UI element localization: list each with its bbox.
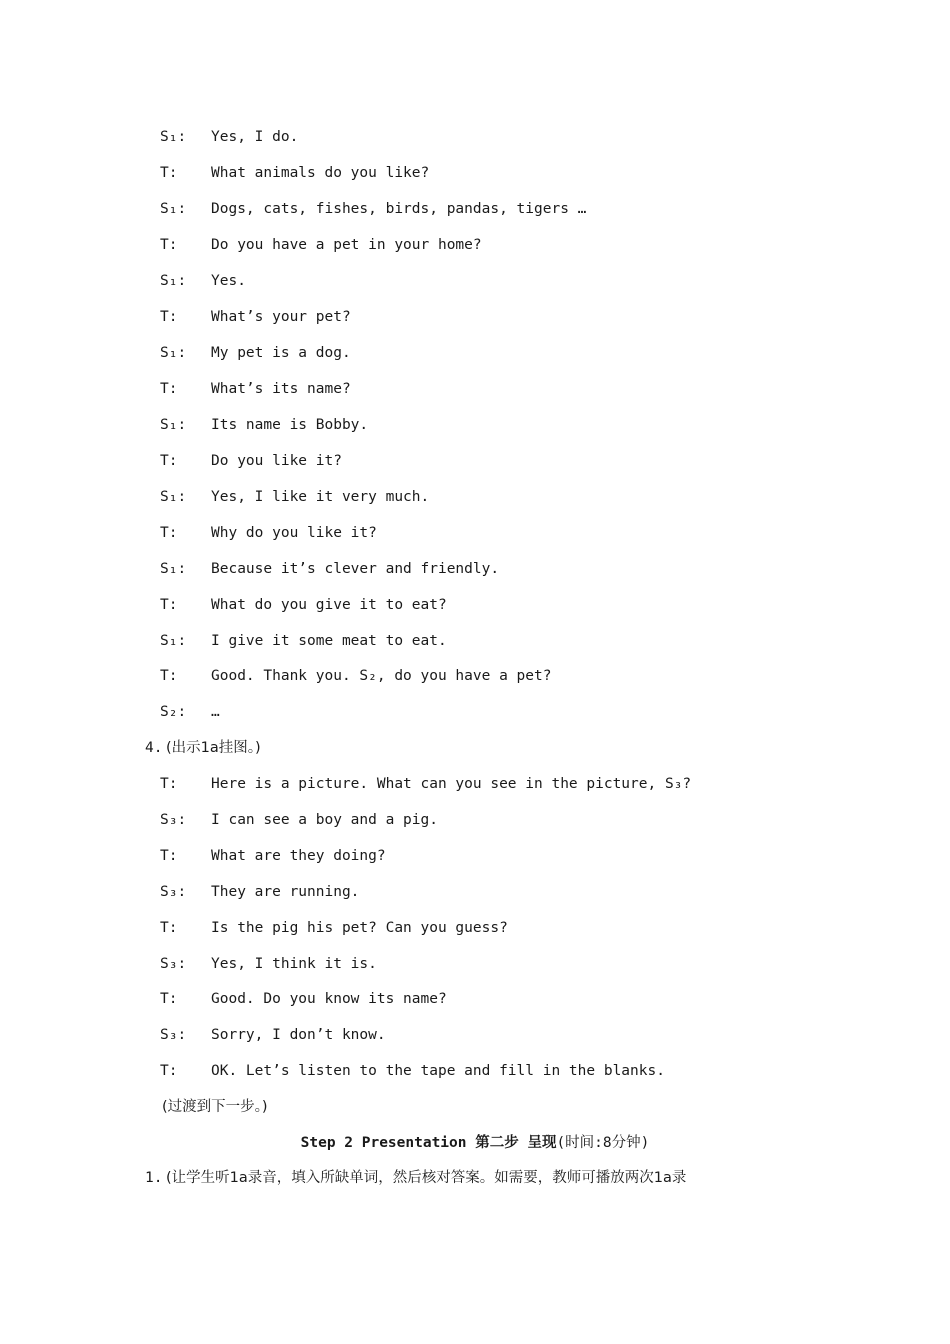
line-text: Do you have a pet in your home?: [211, 237, 482, 253]
speaker-label: S₃:: [160, 884, 187, 900]
line-text: What’s its name?: [211, 381, 351, 397]
line-text: Its name is Bobby.: [211, 417, 369, 433]
speaker-label: S₁:: [160, 561, 187, 577]
step-title: Step 2 Presentation 第二步 呈现: [300, 1135, 557, 1151]
line-text: Good. Thank you. S₂, do you have a pet?: [211, 668, 552, 684]
speaker-label: S₁:: [160, 417, 187, 433]
speaker-label: T:: [160, 776, 178, 792]
speaker-label: T:: [160, 525, 178, 541]
line-text: Good. Do you know its name?: [211, 991, 447, 1007]
line-text: They are running.: [211, 884, 360, 900]
item-text: (让学生听1a录音，填入所缺单词，然后核对答案。如需要，教师可播放两次1a录: [166, 1170, 687, 1186]
speaker-label: T:: [160, 237, 178, 253]
line-text: Do you like it?: [211, 453, 342, 469]
speaker-label: T:: [160, 597, 178, 613]
speaker-label: S₁:: [160, 345, 187, 361]
speaker-label: T:: [160, 848, 178, 864]
speaker-label: S₁:: [160, 489, 187, 505]
speaker-label: T:: [160, 165, 178, 181]
speaker-label: S₃:: [160, 1027, 187, 1043]
line-text: What are they doing?: [211, 848, 386, 864]
line-text: Yes, I like it very much.: [211, 489, 430, 505]
note-text: (过渡到下一步。): [162, 1099, 268, 1115]
line-text: Is the pig his pet? Can you guess?: [211, 920, 508, 936]
item-number: 1.: [145, 1170, 163, 1186]
speaker-label: S₂:: [160, 704, 187, 720]
line-text: My pet is a dog.: [211, 345, 351, 361]
speaker-label: S₁:: [160, 633, 187, 649]
line-text: I give it some meat to eat.: [211, 633, 447, 649]
item-text: (出示1a挂图。): [166, 740, 261, 756]
line-text: Why do you like it?: [211, 525, 377, 541]
line-text: Sorry, I don’t know.: [211, 1027, 386, 1043]
speaker-label: T:: [160, 991, 178, 1007]
line-text: What animals do you like?: [211, 165, 430, 181]
line-text: Dogs, cats, fishes, birds, pandas, tigers …: [211, 201, 587, 217]
line-text: Yes, I think it is.: [211, 956, 377, 972]
line-text: What do you give it to eat?: [211, 597, 447, 613]
speaker-label: S₃:: [160, 956, 187, 972]
item-number: 4.: [145, 740, 163, 756]
line-text: Here is a picture. What can you see in the picture, S₃?: [211, 776, 692, 792]
speaker-label: S₁:: [160, 201, 187, 217]
speaker-label: S₃:: [160, 812, 187, 828]
speaker-label: T:: [160, 920, 178, 936]
speaker-label: T:: [160, 381, 178, 397]
speaker-label: S₁:: [160, 129, 187, 145]
step-time: (时间:8分钟): [556, 1135, 650, 1151]
speaker-label: T:: [160, 453, 178, 469]
speaker-label: T:: [160, 309, 178, 325]
line-text: I can see a boy and a pig.: [211, 812, 438, 828]
line-text: Yes, I do.: [211, 129, 299, 145]
speaker-label: S₁:: [160, 273, 187, 289]
speaker-label: T:: [160, 1063, 178, 1079]
line-text: …: [211, 704, 220, 720]
line-text: Yes.: [211, 273, 246, 289]
speaker-label: T:: [160, 668, 178, 684]
step-heading: [0, 1131, 950, 1155]
line-text: Because it’s clever and friendly.: [211, 561, 500, 577]
line-text: What’s your pet?: [211, 309, 351, 325]
line-text: OK. Let’s listen to the tape and fill in the blanks.: [211, 1063, 665, 1079]
